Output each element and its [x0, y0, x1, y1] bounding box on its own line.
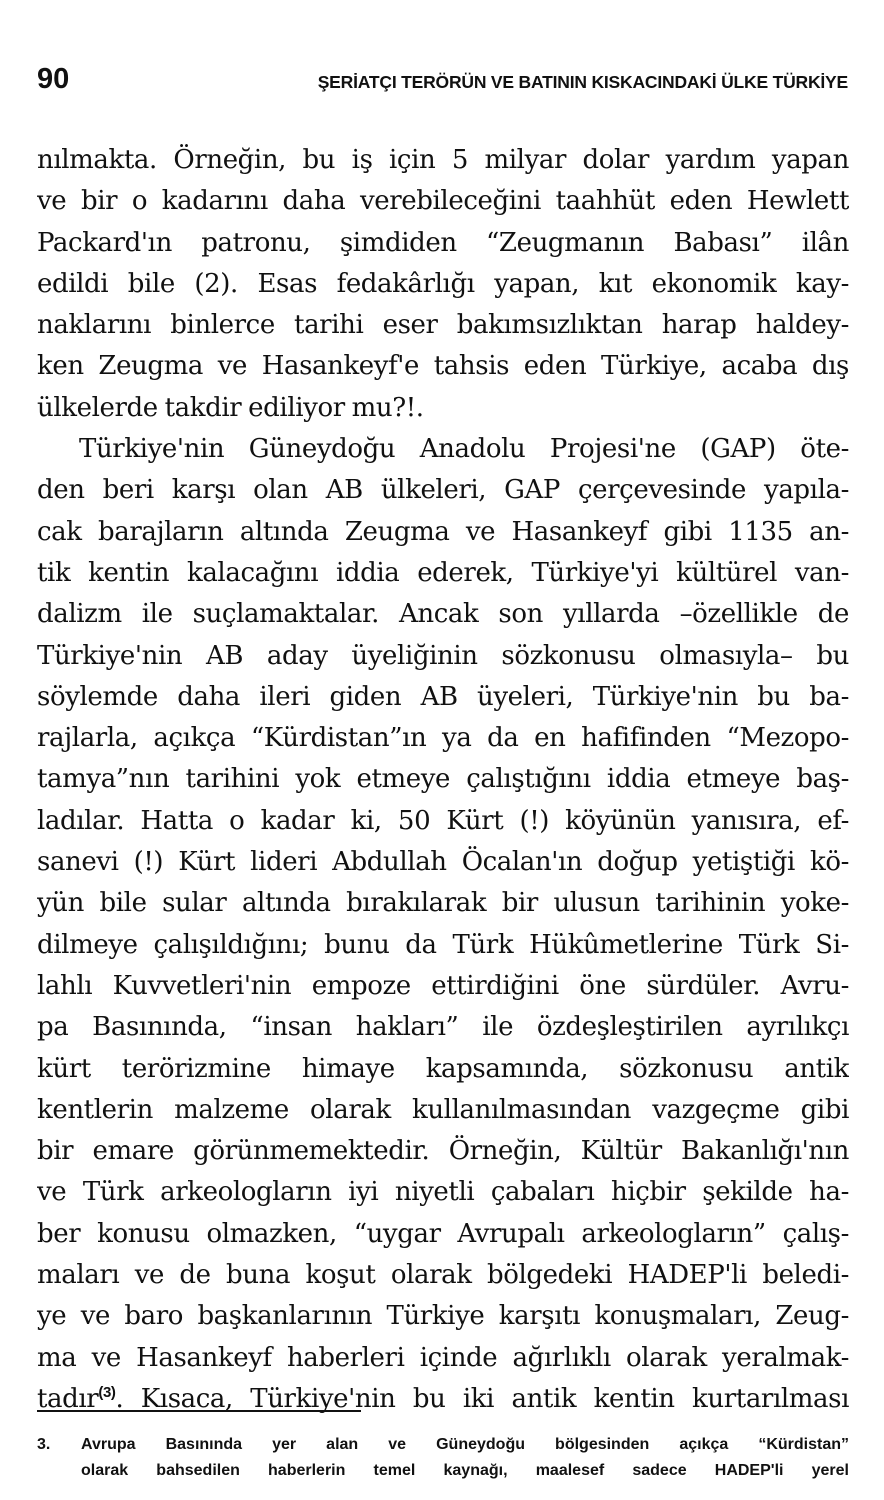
text-line: dalizm ile suçlamaktalar. Ancak son yıllarda –özellikle de	[37, 599, 849, 630]
text-line: tik kentin kalacağını iddia ederek, Türkiye'yi kültürel van-	[37, 557, 849, 588]
footnote-number: 3.	[37, 1436, 51, 1453]
text-line: kentlerin malzeme olarak kullanılmasından vazgeçme gibi	[37, 1094, 849, 1125]
text-line: rajlarla, açıkça “Kürdistan”ın ya da en hafifinden “Mezopo-	[37, 723, 849, 754]
paragraph-2	[37, 429, 849, 1420]
footnote-text	[81, 1432, 849, 1484]
text-line: bir emare görünmemektedir. Örneğin, Kültür Bakanlığı'nın	[37, 1136, 849, 1167]
text-fragment: tadır	[37, 1383, 99, 1414]
text-line: tamya”nın tarihini yok etmeye çalıştığını iddia etmeye baş-	[37, 764, 849, 795]
text-line: dilmeye çalışıldığını; bunu da Türk Hükûmetlerine Türk Si-	[37, 929, 849, 960]
text-line: kürt terörizmine himaye kapsamında, sözkonusu antik	[37, 1053, 849, 1084]
text-line: Packard'ın patronu, şimdiden “Zeugmanın Babası” ilân	[37, 227, 849, 258]
footnote-3	[37, 1432, 849, 1484]
page-number: 90	[37, 63, 70, 95]
text-line: maları ve de buna koşut olarak bölgedeki HADEP'li beledi-	[37, 1260, 849, 1291]
footnote-line: olarak bahsedilen haberlerin temel kaynağı, maalesef sadece HADEP'li yerel	[81, 1462, 849, 1479]
text-line: ve Türk arkeologların iyi niyetli çabaları hiçbir şekilde ha-	[37, 1177, 849, 1208]
running-head: ŞERİATÇI TERÖRÜN VE BATININ KISKACINDAKİ ÜLKE TÜRKİYE	[317, 72, 848, 92]
text-line-with-footnote-ref	[37, 1379, 849, 1420]
text-line: ve bir o kadarını daha verebileceğini taahhüt eden Hewlett	[37, 186, 849, 217]
text-line: yün bile sular altında bırakılarak bir ulusun tarihinin yoke-	[37, 888, 849, 919]
text-line: ülkelerde takdir ediliyor mu?!.	[37, 392, 424, 423]
text-line: den beri karşı olan AB ülkeleri, GAP çerçevesinde yapıla-	[37, 475, 849, 506]
body-text	[37, 140, 849, 1420]
text-line: naklarını binlerce tarihi eser bakımsızlıktan harap haldey-	[37, 310, 849, 341]
text-fragment: . Kısaca, Türkiye'nin bu iki antik kentin kurtarılması	[115, 1383, 849, 1414]
footnote-reference[interactable]: (3)	[98, 1383, 116, 1401]
text-line: nılmakta. Örneğin, bu iş için 5 milyar dolar yardım yapan	[37, 145, 849, 175]
text-line: ladılar. Hatta o kadar ki, 50 Kürt (!) köyünün yanısıra, ef-	[37, 805, 849, 836]
text-line: Türkiye'nin Güneydoğu Anadolu Projesi'ne (GAP) öte-	[79, 434, 849, 465]
text-line: lahlı Kuvvetleri'nin empoze ettirdiğini öne sürdüler. Avru-	[37, 970, 849, 1001]
text-line: pa Basınında, “insan hakları” ile özdeşleştirilen ayrılıkçı	[37, 1012, 849, 1043]
text-line: cak barajların altında Zeugma ve Hasankeyf gibi 1135 an-	[37, 516, 849, 547]
text-line: ken Zeugma ve Hasankeyf'e tahsis eden Türkiye, acaba dış	[37, 351, 849, 382]
text-line: sanevi (!) Kürt lideri Abdullah Öcalan'ın doğup yetiştiği kö-	[37, 847, 849, 878]
text-line: söylemde daha ileri giden AB üyeleri, Türkiye'nin bu ba-	[37, 681, 849, 712]
footnote-divider	[37, 1410, 361, 1412]
text-line: Türkiye'nin AB aday üyeliğinin sözkonusu olmasıyla– bu	[37, 640, 849, 671]
footnote-line: Avrupa Basınında yer alan ve Güneydoğu bölgesinden açıkça “Kürdistan”	[81, 1436, 849, 1453]
text-line: ma ve Hasankeyf haberleri içinde ağırlıklı olarak yeralmak-	[37, 1342, 849, 1373]
text-line: ye ve baro başkanlarının Türkiye karşıtı konuşmaları, Zeug-	[37, 1301, 849, 1332]
page-header	[37, 62, 848, 102]
text-line: ber konusu olmazken, “uygar Avrupalı arkeologların” çalış-	[37, 1218, 849, 1249]
text-line: edildi bile (2). Esas fedakârlığı yapan, kıt ekonomik kay-	[37, 268, 849, 299]
paragraph-1	[37, 140, 849, 429]
